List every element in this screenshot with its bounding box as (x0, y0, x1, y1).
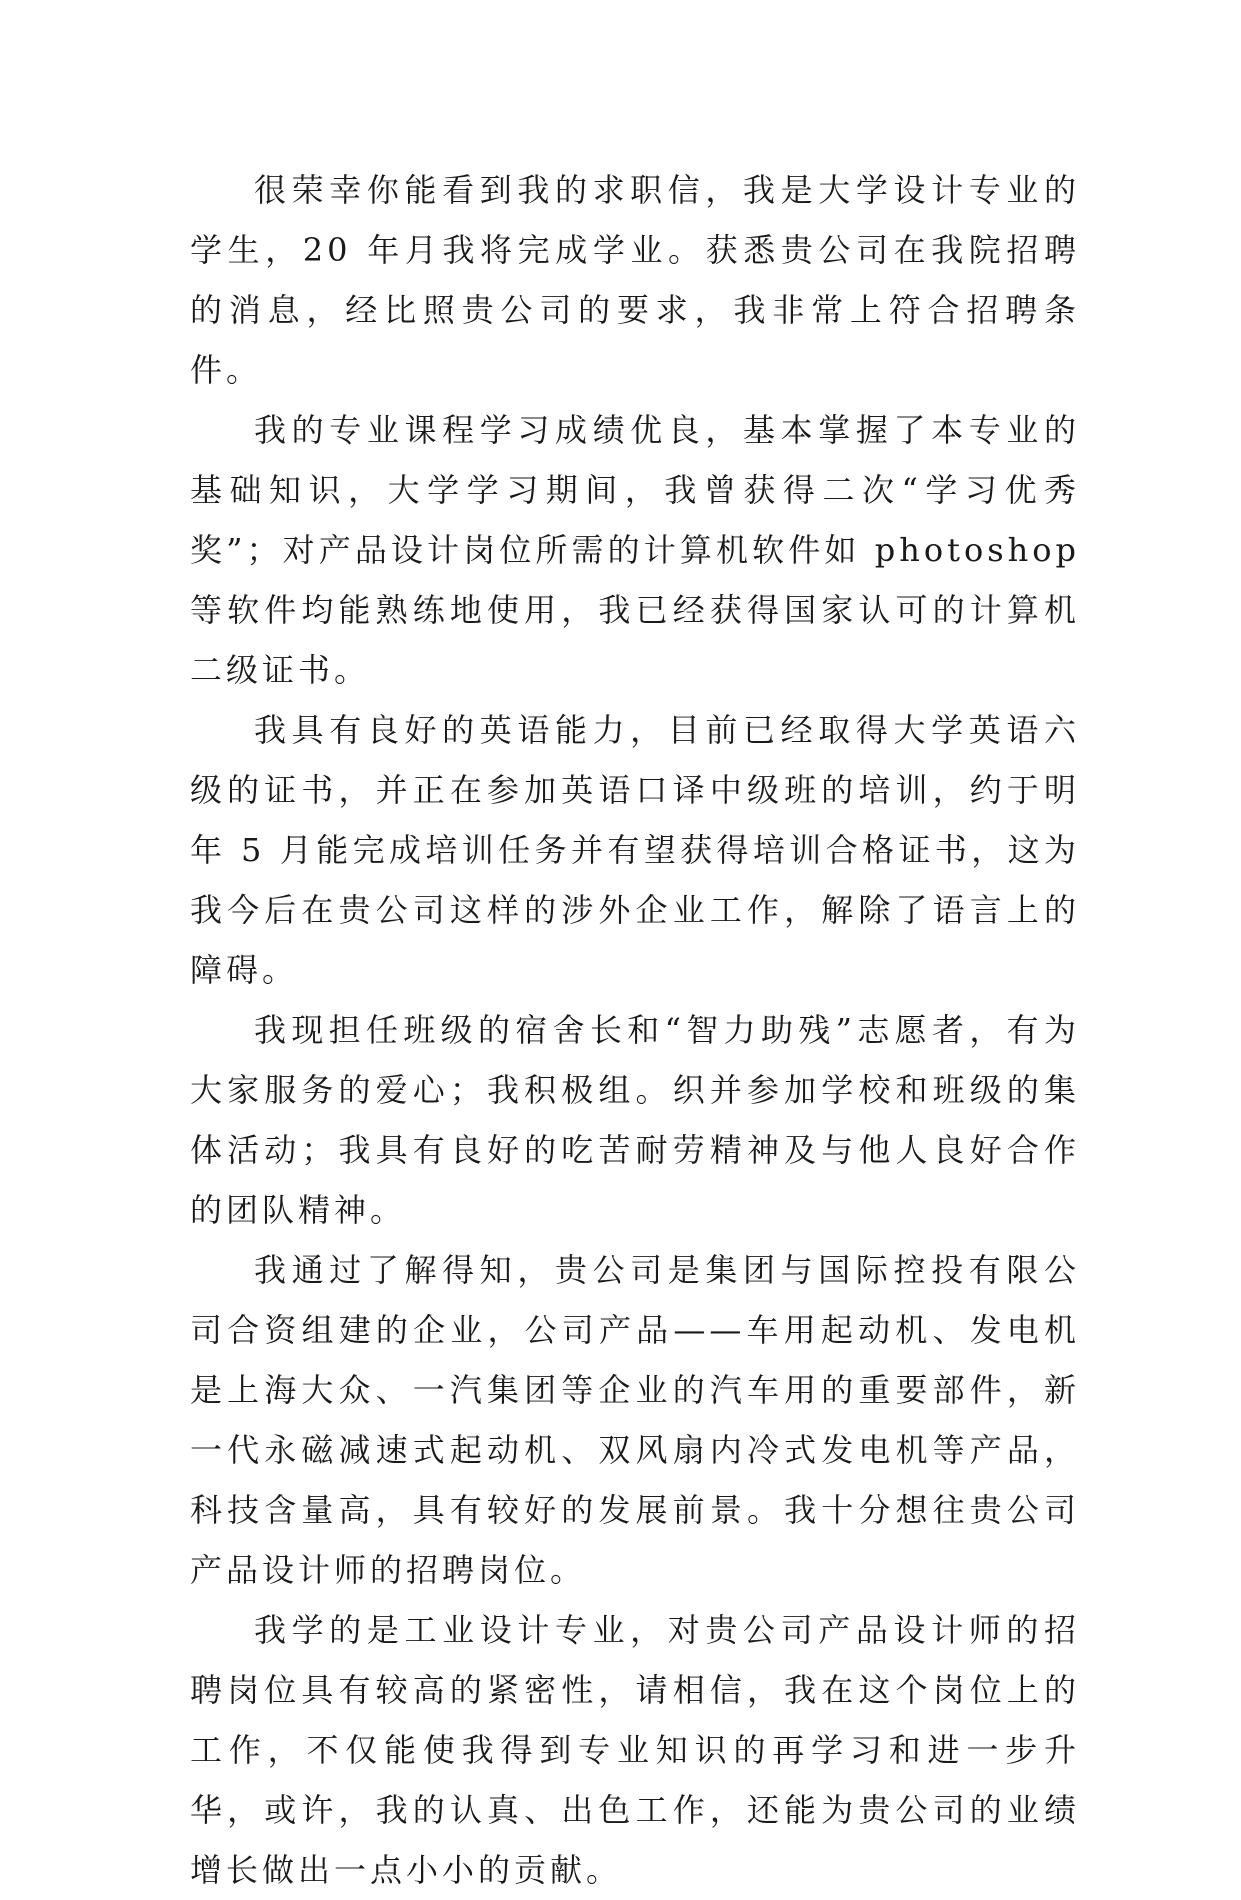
paragraph-6: 我学的是工业设计专业，对贵公司产品设计师的招聘岗位具有较高的紧密性，请相信，我在这个岗位上的工作，不仅能使我得到专业知识的再学习和进一步升华，或许，我的认真、出色工作，还能为贵公司的业绩增长做出一点小小的贡献。 (190, 1611, 1080, 1889)
paragraph-3: 我具有良好的英语能力，目前已经取得大学英语六级的证书，并正在参加英语口译中级班的培训，约于明年 5 月能完成培训任务并有望获得培训合格证书，这为我今后在贵公司这样的涉外企业工作，解除了语言上的障碍。 (190, 711, 1080, 989)
paragraph-5: 我通过了解得知，贵公司是集团与国际控投有限公司合资组建的企业，公司产品——车用起动机、发电机是上海大众、一汽集团等企业的汽车用的重要部件，新一代永磁减速式起动机、双风扇内冷式发电机等产品，科技含量高，具有较好的发展前景。我十分想往贵公司产品设计师的招聘岗位。 (190, 1251, 1080, 1589)
paragraph-2: 我的专业课程学习成绩优良，基本掌握了本专业的基础知识，大学学习期间，我曾获得二次“学习优秀奖”；对产品设计岗位所需的计算机软件如 photoshop 等软件均能熟练地使用，我已经获得国家认可的计算机二级证书。 (190, 411, 1080, 689)
paragraph-4: 我现担任班级的宿舍长和“智力助残”志愿者，有为大家服务的爱心；我积极组。织并参加学校和班级的集体活动；我具有良好的吃苦耐劳精神及与他人良好合作的团队精神。 (190, 1011, 1080, 1229)
paragraph-1: 很荣幸你能看到我的求职信，我是大学设计专业的学生，20 年月我将完成学业。获悉贵公司在我院招聘的消息，经比照贵公司的要求，我非常上符合招聘条件。 (190, 171, 1080, 389)
letter-body (190, 160, 1080, 1900)
